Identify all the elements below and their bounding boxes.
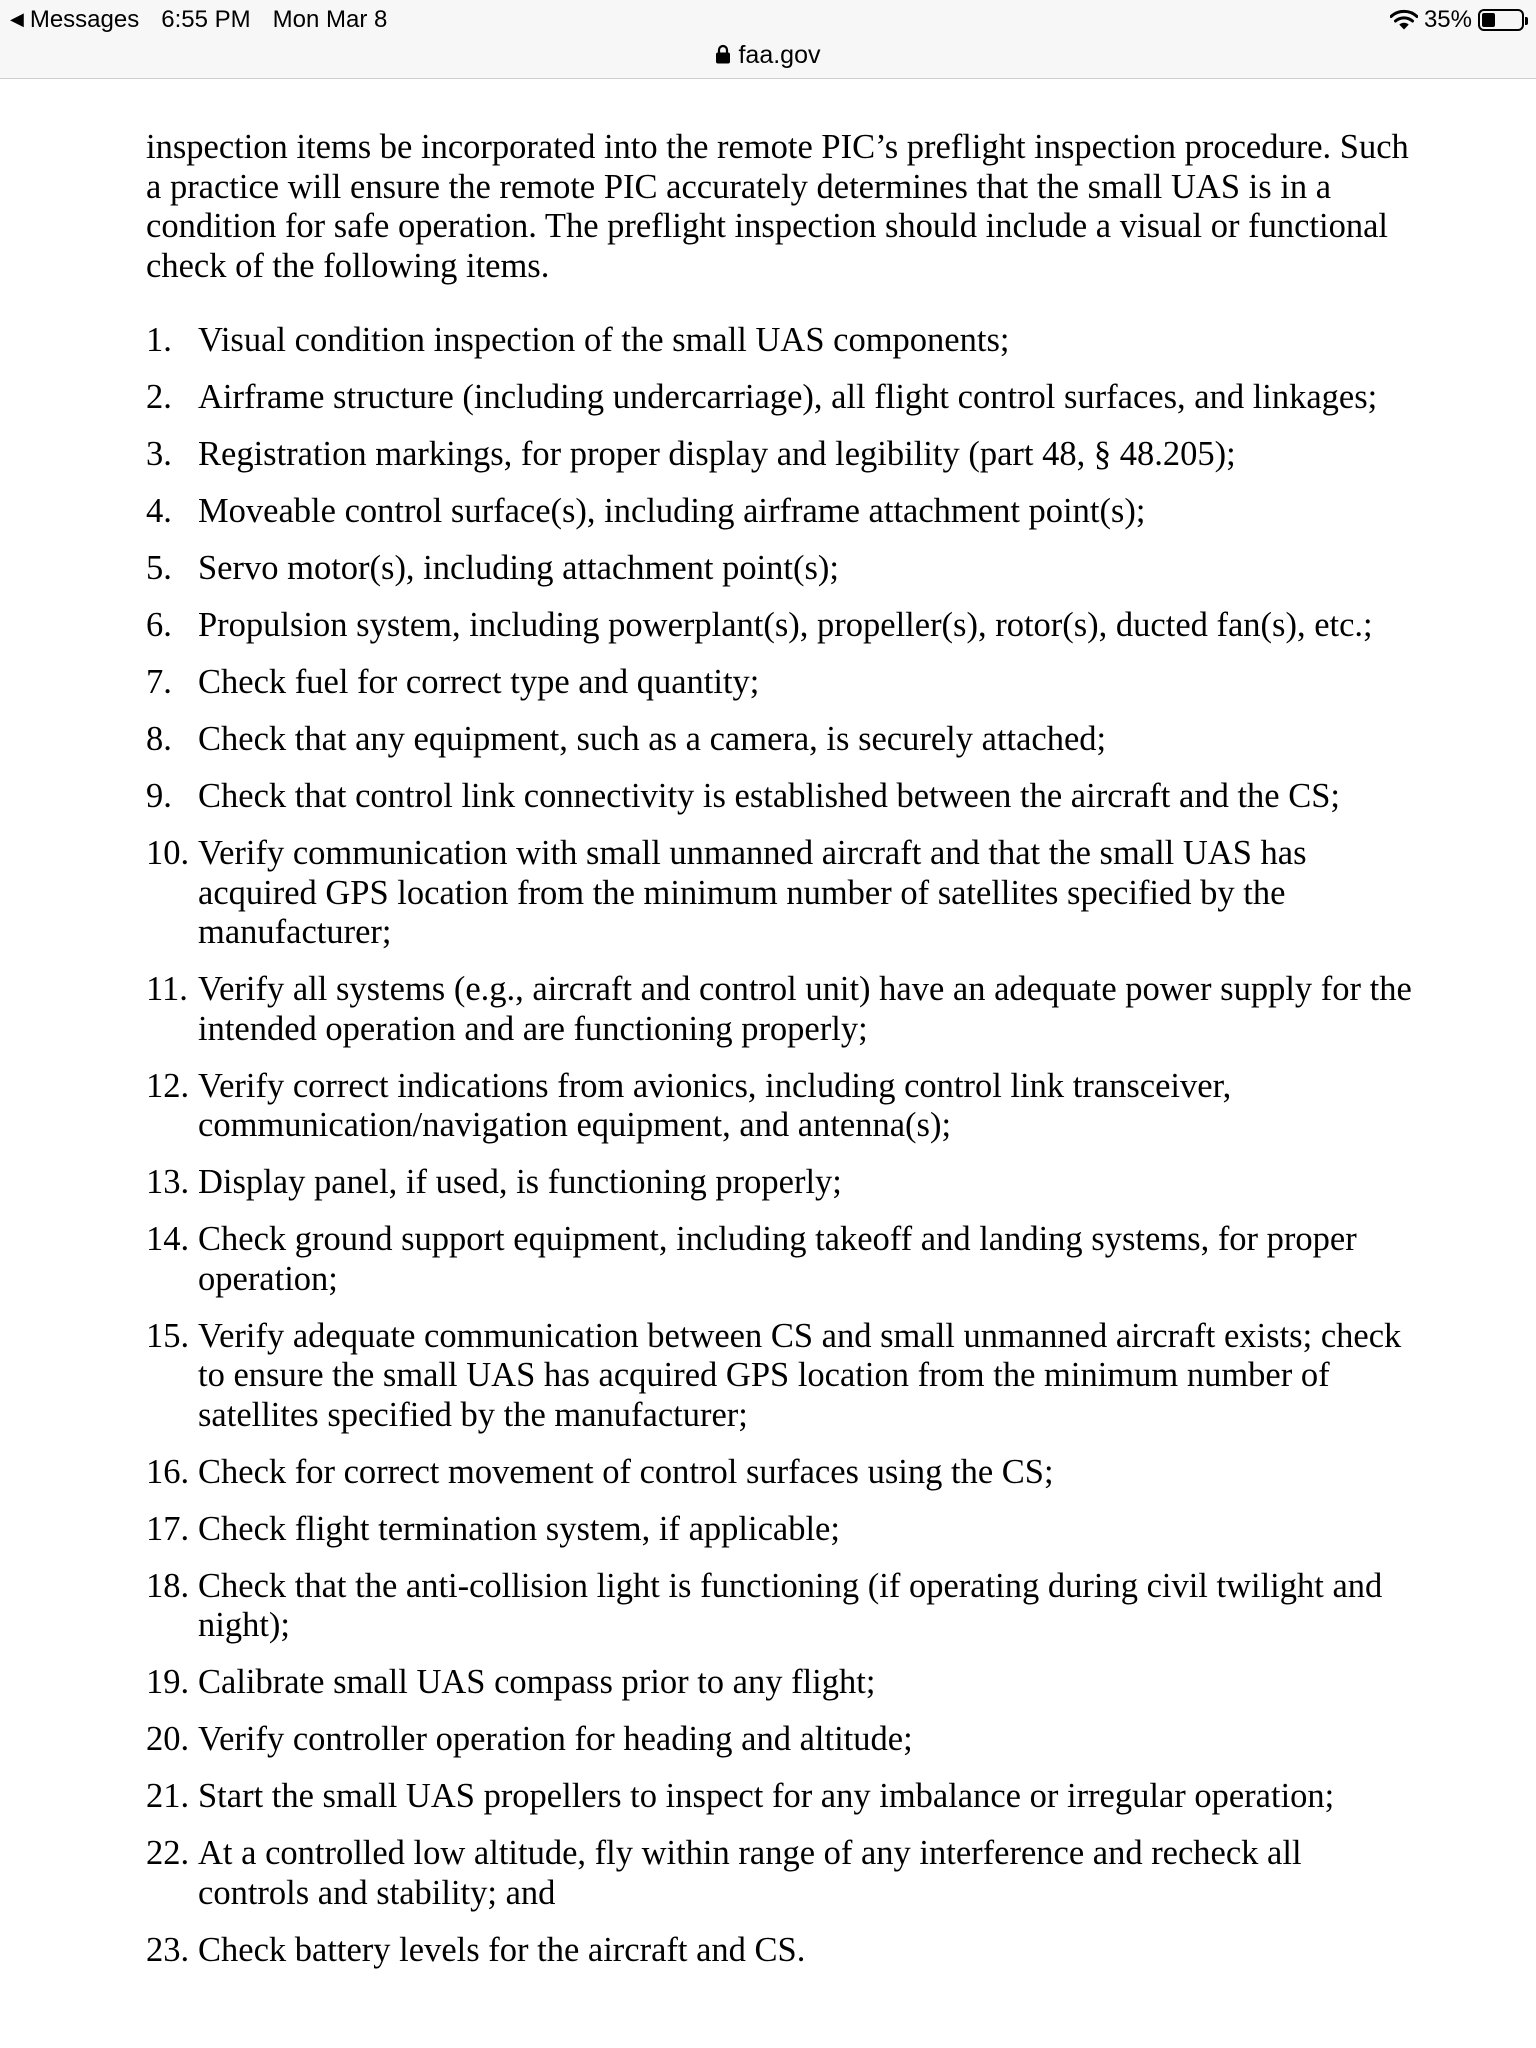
checklist-item-text: Check that control link connectivity is established between the aircraft and the CS; <box>198 777 1341 815</box>
site-domain: faa.gov <box>738 41 821 69</box>
checklist-item <box>146 549 1416 589</box>
checklist-item <box>146 1663 1416 1703</box>
checklist-item-text: Verify communication with small unmanned aircraft and that the small UAS has acquired GPS location from the minimum number of satellites specified by the manufacturer; <box>198 834 1307 951</box>
checklist-item-text: Verify adequate communication between CS and small unmanned aircraft exists; check to ensure the small UAS has acquired GPS location from the minimum number of satellites specified by the manufacturer; <box>198 1316 1402 1434</box>
checklist-item-number: 12. <box>146 1066 190 1105</box>
checklist-item-number: 18. <box>146 1566 190 1605</box>
checklist-item-number: 3. <box>146 435 172 473</box>
checklist-item <box>146 970 1416 1049</box>
checklist-item-number: 17. <box>146 1509 190 1548</box>
back-arrow-icon[interactable]: ◀ <box>10 9 24 29</box>
checklist-item-number: 20. <box>146 1720 190 1758</box>
checklist-item-text: Verify controller operation for heading and altitude; <box>198 1720 913 1758</box>
checklist-item-number: 7. <box>146 663 172 701</box>
checklist-item-number: 6. <box>146 606 172 644</box>
checklist-item-text: Servo motor(s), including attachment point(s); <box>198 549 839 587</box>
checklist-item-text: Propulsion system, including powerplant(s), propeller(s), rotor(s), ducted fan(s), etc.; <box>198 606 1373 644</box>
checklist-item-text: Moveable control surface(s), including airframe attachment point(s); <box>198 492 1146 530</box>
intro-paragraph: inspection items be incorporated into the remote PIC’s preflight inspection procedure. Such a practice will ensure the remote PIC accurately determines that the small UAS is in a condition for safe operation. The preflight inspection should include a visual or functional check of the following items. <box>146 128 1409 285</box>
checklist-item-text: Visual condition inspection of the small UAS components; <box>198 321 1010 359</box>
checklist-item-text: At a controlled low altitude, fly within range of any interference and recheck all controls and stability; and <box>198 1834 1302 1912</box>
checklist-item-text: Calibrate small UAS compass prior to any flight; <box>198 1663 876 1701</box>
checklist-item-text: Check ground support equipment, including takeoff and landing systems, for proper operation; <box>198 1220 1357 1298</box>
checklist-item <box>146 1453 1416 1493</box>
status-time: 6:55 PM <box>161 6 251 33</box>
checklist-item-number: 22. <box>146 1834 190 1872</box>
checklist-item-number: 4. <box>146 492 172 530</box>
checklist-item <box>146 1317 1416 1436</box>
checklist-item <box>146 435 1416 475</box>
checklist-item-text: Verify all systems (e.g., aircraft and control unit) have an adequate power supply for the intended operation and are functioning properly; <box>198 970 1412 1048</box>
wifi-icon <box>1390 9 1418 31</box>
checklist-item-text: Start the small UAS propellers to inspect for any imbalance or irregular operation; <box>198 1777 1335 1815</box>
browser-top-bar <box>0 0 1536 79</box>
status-bar-left <box>10 6 387 34</box>
checklist-item <box>146 663 1416 703</box>
checklist-item-text: Check that any equipment, such as a camera, is securely attached; <box>198 720 1107 758</box>
checklist-item-number: 14. <box>146 1220 190 1258</box>
checklist-item <box>146 1163 1416 1203</box>
checklist-item-text: Check battery levels for the aircraft and CS. <box>198 1930 806 1969</box>
checklist-item-text: Check for correct movement of control surfaces using the CS; <box>198 1452 1054 1491</box>
checklist-item-number: 11. <box>146 970 188 1008</box>
checklist-item <box>146 720 1416 760</box>
checklist-item-number: 5. <box>146 549 172 587</box>
battery-level-fill <box>1482 13 1495 27</box>
checklist-item <box>146 1834 1416 1913</box>
checklist-item-number: 21. <box>146 1777 190 1815</box>
checklist-item-number: 9. <box>146 777 172 815</box>
document-content <box>146 128 1416 1988</box>
checklist-item <box>146 606 1416 646</box>
checklist-item-text: Verify correct indications from avionics, including control link transceiver, communication/navigation equipment, and antenna(s); <box>198 1066 1232 1144</box>
battery-percentage: 35% <box>1423 6 1472 33</box>
checklist-item-text: Display panel, if used, is functioning properly; <box>198 1163 842 1201</box>
checklist-item-number: 1. <box>146 321 172 359</box>
checklist-item <box>146 777 1416 817</box>
checklist-item-number: 2. <box>146 378 172 416</box>
checklist-item-text: Airframe structure (including undercarriage), all flight control surfaces, and linkages; <box>198 378 1378 416</box>
checklist-item-text: Check that the anti-collision light is functioning (if operating during civil twilight and night); <box>198 1566 1383 1644</box>
checklist-item <box>146 1220 1416 1299</box>
checklist-item <box>146 321 1416 361</box>
checklist-item <box>146 1510 1416 1550</box>
checklist-item <box>146 378 1416 418</box>
checklist-item <box>146 492 1416 532</box>
checklist-item-number: 13. <box>146 1163 190 1201</box>
checklist-item-number: 10. <box>146 834 190 872</box>
checklist-item <box>146 834 1416 953</box>
status-date: Mon Mar 8 <box>272 6 388 33</box>
checklist-item-number: 15. <box>146 1316 190 1355</box>
checklist-item <box>146 1067 1416 1146</box>
checklist-item <box>146 1931 1416 1971</box>
checklist-item-number: 23. <box>146 1930 190 1969</box>
back-to-app-link[interactable]: Messages <box>29 6 140 33</box>
address-bar[interactable] <box>0 40 1536 70</box>
preflight-checklist <box>146 321 1416 1970</box>
status-bar-right <box>1390 6 1524 34</box>
checklist-item-text: Check flight termination system, if applicable; <box>198 1509 840 1548</box>
lock-icon <box>715 44 731 64</box>
checklist-item-text: Registration markings, for proper display and legibility (part 48, § 48.205); <box>198 435 1236 473</box>
checklist-item-number: 8. <box>146 720 172 758</box>
checklist-item <box>146 1720 1416 1760</box>
checklist-item-number: 16. <box>146 1452 190 1491</box>
battery-icon <box>1478 9 1524 31</box>
checklist-item-number: 19. <box>146 1663 190 1701</box>
checklist-item <box>146 1567 1416 1646</box>
checklist-item-text: Check fuel for correct type and quantity; <box>198 663 760 701</box>
checklist-item <box>146 1777 1416 1817</box>
